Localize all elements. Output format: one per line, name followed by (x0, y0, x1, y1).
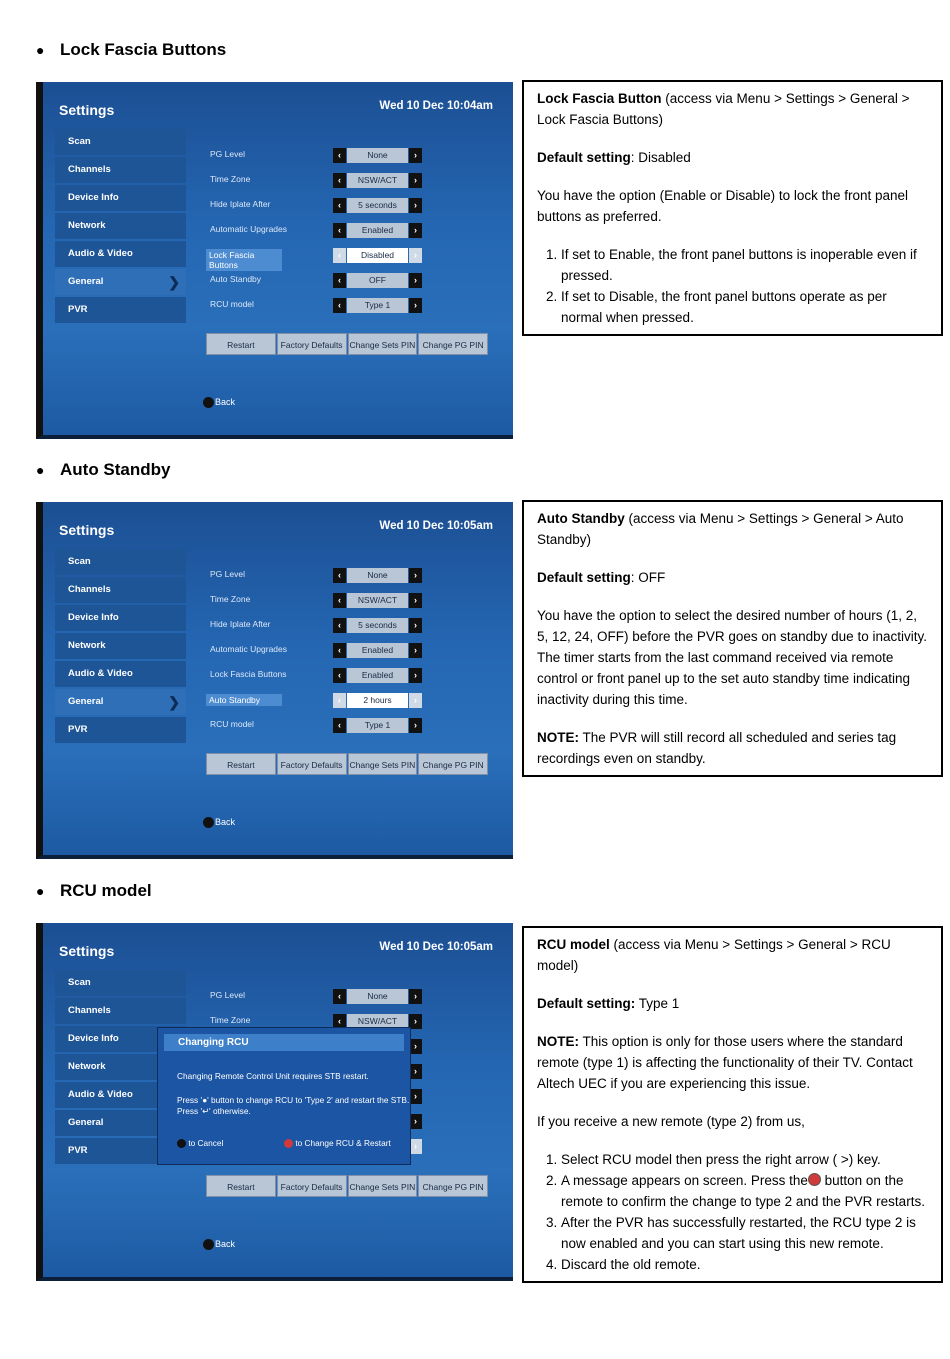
arrow-right-icon[interactable]: › (409, 989, 422, 1004)
section-heading-lock-fascia (36, 40, 226, 60)
setting-value: NSW/ACT (347, 593, 408, 608)
info-title-bold: Lock Fascia Button (537, 91, 662, 106)
dialog-cancel-hint[interactable] (177, 1138, 223, 1148)
bullet-icon: ● (36, 462, 45, 478)
note-text: This option is only for those users where the standard remote (type 1) is affecting the functionality of their TV. Contact Altech UEC if you are experiencing this issue. (537, 1034, 913, 1091)
setting-value: Enabled (347, 223, 408, 238)
setting-row[interactable] (206, 591, 466, 616)
back-icon (203, 397, 214, 408)
arrow-left-icon[interactable]: ‹ (333, 173, 346, 188)
arrow-left-icon[interactable]: ‹ (333, 198, 346, 213)
setting-label: Automatic Upgrades (210, 644, 288, 654)
settings-rows (206, 566, 466, 741)
setting-label: Hide Iplate After (210, 199, 271, 209)
restart-button[interactable]: Restart (206, 753, 276, 775)
screen-datetime: Wed 10 Dec 10:04am (379, 100, 493, 112)
setting-row[interactable] (206, 171, 466, 196)
screenshot-auto-standby (36, 502, 513, 859)
setting-label: Time Zone (210, 174, 251, 184)
cancel-label: to Cancel (188, 1138, 224, 1148)
setting-row[interactable] (206, 296, 466, 321)
setting-label: Time Zone (210, 1015, 251, 1025)
red-button-icon (284, 1139, 293, 1148)
default-setting (537, 567, 929, 588)
setting-label: RCU model (210, 719, 254, 729)
change-sets-pin-button[interactable]: Change Sets PIN (348, 753, 418, 775)
list-item: 1. If set to Enable, the front panel buttons is inoperable even if pressed. (561, 244, 929, 286)
menu-item-network[interactable]: Network (55, 213, 186, 239)
default-value: Type 1 (635, 996, 680, 1011)
info-body: You have the option to select the desired number of hours (1, 2, 5, 12, 24, OFF) before the PVR goes on standby due to inactivity. The timer starts from the last command received via remote control or front panel up to the set auto standby time indicating inactivity during this time. (537, 608, 927, 707)
setting-value: Type 1 (347, 718, 408, 733)
setting-value: 5 seconds (347, 618, 408, 633)
info-box-lock-fascia (522, 80, 943, 336)
info-title-bold: RCU model (537, 937, 610, 952)
setting-value: None (347, 989, 408, 1004)
menu-item-device-info[interactable]: Device Info (55, 605, 186, 631)
info-list (537, 1149, 929, 1275)
list-item (561, 1170, 929, 1212)
setting-value: None (347, 148, 408, 163)
arrow-right-icon[interactable]: › (409, 668, 422, 683)
back-label: Back (215, 397, 236, 407)
section-heading-auto-standby (36, 460, 171, 480)
arrow-left-icon[interactable]: ‹ (333, 668, 346, 683)
setting-value: NSW/ACT (347, 1014, 408, 1029)
list-item: 1. Select RCU model then press the right arrow ( >) key. (561, 1149, 929, 1170)
arrow-right-icon[interactable]: › (409, 273, 422, 288)
menu-item-network[interactable]: Network (55, 633, 186, 659)
arrow-right-icon[interactable]: › (409, 693, 422, 708)
arrow-right-icon[interactable]: › (409, 718, 422, 733)
default-setting (537, 993, 929, 1014)
setting-label: Lock Fascia Buttons (210, 669, 287, 679)
screen-title: Settings (59, 102, 115, 118)
dialog-line: Changing Remote Control Unit requires STB restart. (177, 1071, 369, 1081)
arrow-right-icon[interactable]: › (409, 298, 422, 313)
menu-item-scan[interactable]: Scan (55, 129, 186, 155)
menu-item-audio-video[interactable]: Audio & Video (55, 1082, 186, 1108)
dialog-line: Press '↵' otherwise. (177, 1106, 251, 1116)
arrow-right-icon[interactable]: › (409, 1089, 422, 1104)
exit-button-icon (177, 1139, 186, 1148)
back-hint[interactable] (203, 817, 235, 828)
menu-item-channels[interactable]: Channels (55, 157, 186, 183)
arrow-left-icon[interactable]: ‹ (333, 593, 346, 608)
menu-item-channels[interactable]: Channels (55, 577, 186, 603)
section-heading-rcu-model (36, 881, 152, 901)
menu-item-label: General (68, 696, 104, 707)
bullet-icon: ● (36, 883, 45, 899)
changing-rcu-dialog (157, 1027, 411, 1165)
setting-value: Enabled (347, 668, 408, 683)
info-title-rest: (access via Menu > Settings > General > RCU model) (537, 937, 891, 973)
arrow-right-icon[interactable]: › (409, 198, 422, 213)
setting-row[interactable] (206, 221, 466, 246)
setting-value: 2 hours (347, 693, 408, 708)
arrow-left-icon[interactable]: ‹ (333, 248, 346, 263)
arrow-left-icon[interactable]: ‹ (333, 718, 346, 733)
info-title (537, 88, 929, 130)
menu-item-network[interactable]: Network (55, 1054, 186, 1080)
info-note (537, 727, 929, 769)
info-body: If you receive a new remote (type 2) from us, (537, 1114, 805, 1129)
screen-title: Settings (59, 943, 115, 959)
arrow-right-icon[interactable]: › (409, 148, 422, 163)
arrow-left-icon[interactable]: ‹ (333, 643, 346, 658)
arrow-right-icon[interactable]: › (409, 223, 422, 238)
back-hint[interactable] (203, 1239, 235, 1250)
setting-value: OFF (347, 273, 408, 288)
default-value: : OFF (630, 570, 666, 585)
arrow-right-icon[interactable]: › (409, 568, 422, 583)
setting-value: Type 1 (347, 298, 408, 313)
default-label: Default setting (537, 150, 631, 165)
setting-row[interactable] (206, 616, 466, 641)
arrow-left-icon[interactable]: ‹ (333, 223, 346, 238)
screen-title: Settings (59, 522, 115, 538)
setting-label: Automatic Upgrades (210, 224, 288, 234)
arrow-right-icon[interactable]: › (409, 1064, 422, 1079)
setting-value: Enabled (347, 643, 408, 658)
dialog-title: Changing RCU (164, 1034, 404, 1051)
change-pg-pin-button[interactable]: Change PG PIN (418, 333, 488, 355)
default-setting (537, 147, 929, 168)
arrow-left-icon[interactable]: ‹ (333, 568, 346, 583)
menu-item-general[interactable]: General (55, 1110, 186, 1136)
arrow-right-icon[interactable]: › (409, 1039, 422, 1054)
info-title-bold: Auto Standby (537, 511, 625, 526)
setting-value: 5 seconds (347, 198, 408, 213)
action-buttons (206, 753, 488, 775)
info-box-rcu-model (522, 926, 943, 1283)
factory-defaults-button[interactable]: Factory Defaults (277, 753, 347, 775)
info-title-rest: (access via Menu > Settings > General > Auto Standby) (537, 511, 904, 547)
arrow-right-icon[interactable]: › (409, 618, 422, 633)
dialog-confirm-hint[interactable] (284, 1138, 391, 1148)
action-buttons (206, 333, 488, 355)
setting-row[interactable] (206, 987, 466, 1012)
restart-button[interactable]: Restart (206, 1175, 276, 1197)
heading-text: Lock Fascia Buttons (60, 40, 227, 59)
menu-item-general[interactable] (55, 689, 186, 715)
menu-item-general[interactable] (55, 269, 186, 295)
heading-text: Auto Standby (60, 460, 171, 479)
settings-menu (55, 549, 186, 745)
arrow-right-icon[interactable]: › (409, 643, 422, 658)
menu-item-scan[interactable]: Scan (55, 549, 186, 575)
change-pg-pin-button[interactable]: Change PG PIN (418, 753, 488, 775)
setting-row[interactable] (206, 146, 466, 171)
action-buttons (206, 1175, 488, 1197)
list-item: 2. If set to Disable, the front panel buttons operate as per normal when pressed. (561, 286, 929, 328)
setting-row[interactable] (206, 566, 466, 591)
menu-item-scan[interactable]: Scan (55, 970, 186, 996)
arrow-left-icon[interactable]: ‹ (333, 148, 346, 163)
setting-row[interactable] (206, 666, 466, 691)
list-item: 4. Discard the old remote. (561, 1254, 929, 1275)
menu-item-pvr[interactable]: PVR (55, 297, 186, 323)
list-item-text: button on the remote to confirm the change to type 2 and the PVR restarts. (561, 1173, 925, 1209)
info-box-auto-standby (522, 500, 943, 777)
arrow-right-icon[interactable]: › (409, 593, 422, 608)
setting-value: NSW/ACT (347, 173, 408, 188)
back-icon (203, 817, 214, 828)
info-title-rest: (access via Menu > Settings > General > Lock Fascia Buttons) (537, 91, 910, 127)
arrow-right-icon[interactable]: › (409, 173, 422, 188)
setting-label: RCU model (210, 299, 254, 309)
arrow-right-icon[interactable]: › (409, 1014, 422, 1029)
settings-rows (206, 146, 466, 321)
arrow-left-icon[interactable]: ‹ (333, 618, 346, 633)
setting-label: Auto Standby (210, 274, 262, 284)
setting-row[interactable] (206, 196, 466, 221)
info-body: You have the option (Enable or Disable) to lock the front panel buttons as preferred. (537, 188, 908, 224)
heading-text: RCU model (60, 881, 152, 900)
setting-row[interactable] (206, 271, 466, 296)
arrow-left-icon[interactable]: ‹ (333, 693, 346, 708)
default-label: Default setting: (537, 996, 636, 1011)
arrow-right-icon[interactable]: › (409, 248, 422, 263)
info-title (537, 508, 929, 550)
list-item-text: A message appears on screen. Press the (561, 1173, 808, 1188)
factory-defaults-button[interactable]: Factory Defaults (277, 333, 347, 355)
factory-defaults-button[interactable]: Factory Defaults (277, 1175, 347, 1197)
arrow-left-icon[interactable]: ‹ (333, 989, 346, 1004)
setting-row-selected[interactable] (206, 246, 466, 271)
change-sets-pin-button[interactable]: Change Sets PIN (348, 333, 418, 355)
setting-label: PG Level (210, 149, 245, 159)
setting-label: Hide Iplate After (210, 619, 271, 629)
info-list (537, 244, 929, 328)
setting-label: PG Level (210, 990, 245, 1000)
dialog-line: Press '●' button to change RCU to 'Type 2' and restart the STB. (177, 1095, 410, 1105)
screenshot-rcu-model (36, 923, 513, 1281)
note-label: NOTE: (537, 730, 579, 745)
bullet-icon: ● (36, 42, 45, 58)
default-value: : Disabled (630, 150, 691, 165)
setting-value: None (347, 568, 408, 583)
menu-item-pvr[interactable]: PVR (55, 1138, 186, 1164)
note-text: The PVR will still record all scheduled and series tag recordings even on standby. (537, 730, 897, 766)
info-title (537, 934, 929, 976)
chevron-right-icon: ❯ (168, 694, 180, 710)
back-label: Back (215, 1239, 236, 1249)
menu-item-device-info[interactable]: Device Info (55, 185, 186, 211)
menu-item-audio-video[interactable]: Audio & Video (55, 241, 186, 267)
note-label: NOTE: (537, 1034, 579, 1049)
back-label: Back (215, 817, 236, 827)
settings-menu (55, 129, 186, 325)
arrow-left-icon[interactable]: ‹ (333, 298, 346, 313)
setting-label: Auto Standby (206, 694, 282, 706)
confirm-label: to Change RCU & Restart (295, 1138, 391, 1148)
setting-row[interactable] (206, 716, 466, 741)
restart-button[interactable]: Restart (206, 333, 276, 355)
menu-item-label: General (68, 276, 104, 287)
setting-row-selected[interactable] (206, 691, 466, 716)
screenshot-lock-fascia (36, 82, 513, 439)
back-icon (203, 1239, 214, 1250)
list-item: 3. After the PVR has successfully restarted, the RCU type 2 is now enabled and you can start using this new remote. (561, 1212, 929, 1254)
change-sets-pin-button[interactable]: Change Sets PIN (348, 1175, 418, 1197)
chevron-right-icon: ❯ (168, 274, 180, 290)
back-hint[interactable] (203, 397, 235, 408)
info-note (537, 1031, 929, 1094)
setting-label: PG Level (210, 569, 245, 579)
menu-item-channels[interactable]: Channels (55, 998, 186, 1024)
screen-datetime: Wed 10 Dec 10:05am (379, 941, 493, 953)
menu-item-audio-video[interactable]: Audio & Video (55, 661, 186, 687)
arrow-left-icon[interactable]: ‹ (333, 1014, 346, 1029)
setting-value: Disabled (347, 248, 408, 263)
arrow-right-icon[interactable]: › (409, 1114, 422, 1129)
menu-item-device-info[interactable]: Device Info (55, 1026, 186, 1052)
menu-item-pvr[interactable]: PVR (55, 717, 186, 743)
arrow-left-icon[interactable]: ‹ (333, 273, 346, 288)
setting-label: Lock Fascia Buttons (206, 249, 282, 271)
screen-datetime: Wed 10 Dec 10:05am (379, 520, 493, 532)
change-pg-pin-button[interactable]: Change PG PIN (418, 1175, 488, 1197)
default-label: Default setting (537, 570, 631, 585)
arrow-right-icon[interactable]: › (409, 1139, 422, 1154)
setting-row[interactable] (206, 641, 466, 666)
setting-label: Time Zone (210, 594, 251, 604)
red-button-icon (808, 1173, 821, 1186)
